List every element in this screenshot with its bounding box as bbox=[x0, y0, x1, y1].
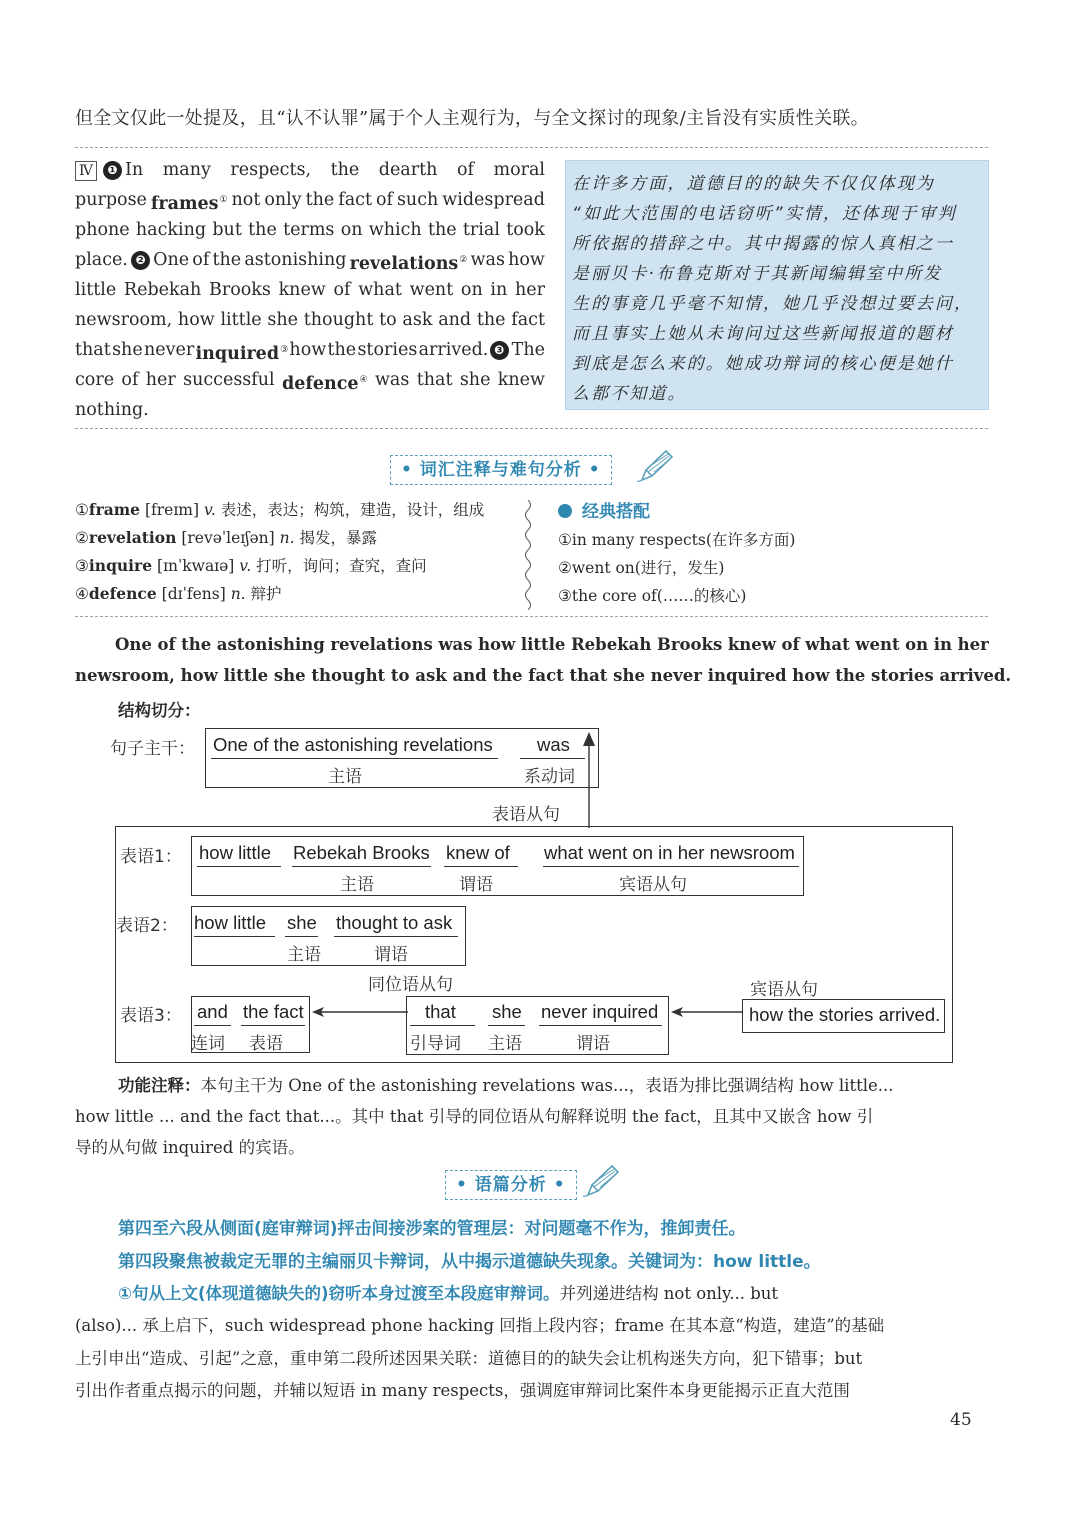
predicative-3-label: 表语3： bbox=[120, 1006, 182, 1026]
passage-word: Ⅳ ❶ In bbox=[75, 155, 143, 185]
translation-line: 么都不知道。 bbox=[572, 384, 687, 404]
section-heading-vocab: • 词汇注释与难句分析 • bbox=[390, 455, 612, 485]
predicative-1-label: 表语1： bbox=[120, 847, 182, 867]
passage-word: frames① bbox=[150, 194, 228, 214]
sentence-marker: ❶ bbox=[103, 161, 122, 180]
p3-fact-role: 表语 bbox=[249, 1034, 283, 1054]
main-verb-role: 系动词 bbox=[524, 767, 575, 787]
underline bbox=[520, 758, 585, 759]
passage-word: knew bbox=[497, 370, 545, 390]
bullet-icon bbox=[558, 504, 572, 518]
passage-word: knew bbox=[278, 280, 326, 300]
underline bbox=[539, 1025, 662, 1026]
p3-and-role: 连词 bbox=[191, 1034, 225, 1054]
structure-label: 结构切分： bbox=[118, 701, 201, 720]
passage-word: nothing. bbox=[75, 400, 149, 420]
passage-word: many bbox=[162, 160, 211, 180]
analyzed-sentence-line1 bbox=[115, 635, 989, 654]
footnote-ref: ④ bbox=[359, 375, 368, 385]
passage-word: but bbox=[212, 220, 242, 240]
passage-word: phone bbox=[75, 220, 130, 240]
passage-word: went bbox=[409, 280, 454, 300]
translation-line: 是丽贝卡·布鲁克斯对于其新闻编辑室中所发 bbox=[572, 264, 943, 284]
collocations-title: 经典搭配 bbox=[558, 497, 650, 522]
pen-icon bbox=[636, 448, 676, 484]
collocation-item: ③the core of(……的核心) bbox=[558, 587, 747, 605]
vocab-item: ②revelation [revəˈleɪʃən] n. 揭发，暴露 bbox=[75, 528, 377, 547]
passage-word: of bbox=[375, 190, 393, 210]
p3-never-inquired: never inquired bbox=[541, 1001, 659, 1022]
passage-word: the bbox=[248, 220, 277, 240]
p3-object-clause: how the stories arrived. bbox=[749, 1004, 941, 1025]
passage-word: revelations② bbox=[349, 254, 468, 274]
passage-word: which bbox=[368, 220, 422, 240]
underline bbox=[334, 936, 458, 937]
p1-subject: Rebekah Brooks bbox=[293, 842, 430, 863]
arrow-up-icon bbox=[580, 730, 600, 828]
passage-word: how bbox=[177, 310, 215, 330]
sentence-word: went bbox=[855, 635, 900, 654]
passage-word: on bbox=[460, 280, 483, 300]
vocab-item: ④defence [dɪˈfens] n. 辩护 bbox=[75, 584, 282, 603]
passage-word: thought bbox=[303, 310, 374, 330]
translation-line: 所依据的措辞之中。其中揭露的惊人真相之一 bbox=[572, 234, 954, 254]
passage-line bbox=[75, 275, 545, 305]
sentence-marker: ❸ bbox=[490, 341, 509, 360]
underline bbox=[543, 866, 799, 867]
main-subject: One of the astonishing revelations bbox=[213, 734, 493, 755]
passage-word: fact bbox=[338, 190, 372, 210]
passage-word: of bbox=[456, 160, 474, 180]
paragraph-number: Ⅳ bbox=[75, 161, 97, 181]
p3-the-fact: the fact bbox=[243, 1001, 304, 1022]
underline bbox=[292, 866, 431, 867]
passage-word: she bbox=[459, 370, 491, 390]
p3-verb-role: 谓语 bbox=[576, 1034, 610, 1054]
sentence-word: revelations bbox=[330, 635, 433, 654]
section-heading-discourse: • 语篇分析 • bbox=[445, 1170, 577, 1200]
passage-word: inquired③ bbox=[195, 344, 289, 364]
sentence-word: in bbox=[933, 635, 953, 654]
passage-line bbox=[75, 395, 545, 425]
underline bbox=[194, 936, 275, 937]
passage-word: newsroom, bbox=[75, 310, 173, 330]
passage-word: Rebekah bbox=[123, 280, 202, 300]
sentence-word: the bbox=[181, 635, 212, 654]
sentence-word: what bbox=[805, 635, 850, 654]
translation-box bbox=[565, 160, 989, 410]
underline bbox=[285, 936, 318, 937]
passage-line bbox=[75, 305, 545, 335]
translation-line: “如此大范围的电话窃听”实情，还体现于审判 bbox=[572, 204, 957, 224]
passage-word: respects, bbox=[230, 160, 312, 180]
passage-word: arrived. bbox=[418, 340, 489, 360]
passage-word: such bbox=[396, 190, 439, 210]
underline bbox=[410, 1025, 475, 1026]
vocab-item: ③inquire [ɪnˈkwaɪə] v. 打听，询问；查究，查问 bbox=[75, 556, 427, 575]
page-number: 45 bbox=[950, 1410, 972, 1430]
passage-word: Brooks bbox=[209, 280, 271, 300]
p1-verb-role: 谓语 bbox=[459, 875, 493, 895]
sentence-word: knew bbox=[727, 635, 776, 654]
discourse-line: 引出作者重点揭示的问题，并辅以短语 in many respects，强调庭审辩词比案件本身更能揭示正直大范围 bbox=[75, 1381, 850, 1400]
underline bbox=[194, 1025, 231, 1026]
footnote-ref: ② bbox=[459, 255, 468, 265]
sentence-word: Brooks bbox=[656, 635, 723, 654]
passage-line bbox=[75, 185, 545, 215]
passage-word: to bbox=[379, 310, 397, 330]
passage-word: and bbox=[438, 310, 472, 330]
main-subject-role: 主语 bbox=[328, 767, 362, 787]
arrow-left-icon bbox=[310, 1004, 408, 1020]
collocation-item: ①in many respects(在许多方面) bbox=[558, 531, 796, 549]
discourse-line: (also)... 承上启下，such widespread phone hacking 回指上段内容；frame 在其本意“构造，建造”的基础 bbox=[75, 1316, 885, 1335]
passage-word: her bbox=[145, 370, 176, 390]
sentence-word: her bbox=[957, 635, 989, 654]
function-note-line: 导的从句做 inquired 的宾语。 bbox=[75, 1138, 305, 1157]
passage-word: took bbox=[506, 220, 545, 240]
p1-object-role: 宾语从句 bbox=[619, 875, 687, 895]
passage-word: how bbox=[508, 250, 545, 270]
discourse-line: 上引申出“造成、引起”之意，重申第二段所述因果关联：道德目的的缺失会让机构迷失方向，犯下错事；but bbox=[75, 1349, 863, 1368]
passage-word: how bbox=[289, 340, 327, 360]
passage-word: successful bbox=[183, 370, 275, 390]
passage-word: the bbox=[212, 250, 242, 270]
main-clause-label: 句子主干： bbox=[110, 739, 195, 759]
vocab-item: ①frame [freɪm] v. 表述，表达；构筑，建造，设计，组成 bbox=[75, 500, 485, 519]
p3-she: she bbox=[492, 1001, 522, 1022]
sentence-word: how bbox=[478, 635, 516, 654]
passage-line bbox=[75, 155, 545, 185]
separator bbox=[75, 428, 988, 429]
p1-subject-role: 主语 bbox=[340, 875, 374, 895]
collocation-item: ②went on(进行，发生) bbox=[558, 559, 725, 577]
top-paragraph-text: 但全文仅此一处提及，且“认不认罪”属于个人主观行为，与全文探讨的现象/主旨没有实质性关联。 bbox=[75, 108, 869, 129]
passage-word: the bbox=[330, 160, 360, 180]
p3-and: and bbox=[197, 1001, 228, 1022]
p3-she-role: 主语 bbox=[488, 1034, 522, 1054]
passage-word: the bbox=[476, 310, 506, 330]
translation-line: 到底是怎么来的。她成功辩词的核心便是她什 bbox=[572, 354, 954, 374]
passage-word: what bbox=[358, 280, 402, 300]
passage-word: the bbox=[305, 190, 335, 210]
passage-word: widespread bbox=[442, 190, 545, 210]
underline bbox=[488, 1025, 525, 1026]
passage-line bbox=[75, 335, 545, 365]
p2-verb-role: 谓语 bbox=[374, 945, 408, 965]
sentence-word: of bbox=[157, 635, 176, 654]
passage-word: was bbox=[470, 250, 505, 270]
function-note-line: how little ... and the fact that...。其中 that 引导的同位语从句解释说明 the fact，且其中又嵌含 how 引 bbox=[75, 1107, 874, 1126]
passage-word: place. bbox=[75, 250, 128, 270]
appositive-clause-label: 同位语从句 bbox=[368, 975, 453, 995]
passage-word: on bbox=[340, 220, 363, 240]
sentence-word: astonishing bbox=[216, 635, 325, 654]
passage-word: that bbox=[416, 370, 453, 390]
passage-word: her bbox=[514, 280, 545, 300]
p2-subject-role: 主语 bbox=[287, 945, 321, 965]
discourse-line: ①句从上文(体现道德缺失的)窃听本身过渡至本段庭审辩词。并列递进结构 not only... but bbox=[118, 1284, 779, 1303]
passage-word: stories bbox=[357, 340, 418, 360]
passage-word: hacking bbox=[135, 220, 207, 240]
underline bbox=[241, 1025, 305, 1026]
discourse-summary: 第四至六段从侧面(庭审辩词)抨击间接涉案的管理层：对问题毫不作为，推卸责任。 bbox=[118, 1219, 746, 1239]
sentence-marker: ❷ bbox=[131, 251, 150, 270]
separator bbox=[75, 147, 988, 148]
footnote-ref: ① bbox=[219, 195, 228, 205]
passage-word: of bbox=[333, 280, 351, 300]
passage-word: ❸ The bbox=[490, 335, 545, 365]
passage-word: she bbox=[112, 340, 143, 360]
passage-word: little bbox=[220, 310, 262, 330]
sentence-word: One bbox=[115, 635, 152, 654]
footnote-ref: ③ bbox=[280, 345, 289, 355]
passage-word: dearth bbox=[378, 160, 438, 180]
passage-line bbox=[75, 215, 545, 245]
passage-word: the bbox=[327, 340, 357, 360]
sentence-word: on bbox=[905, 635, 929, 654]
passage-word: never bbox=[143, 340, 195, 360]
main-verb: was bbox=[537, 734, 570, 755]
sentence-word: Rebekah bbox=[570, 635, 652, 654]
passage-word: was bbox=[374, 370, 410, 390]
passage-line bbox=[75, 245, 545, 275]
p2-subject: she bbox=[287, 912, 317, 933]
passage-word: trial bbox=[462, 220, 500, 240]
sentence-word: little bbox=[520, 635, 566, 654]
sentence-word: was bbox=[438, 635, 473, 654]
passage-word: moral bbox=[493, 160, 545, 180]
analyzed-sentence-line2: newsroom, how little she thought to ask and the fact that she never inquired how the stories arrived. bbox=[75, 666, 1012, 685]
predicative-clause-label: 表语从句 bbox=[492, 805, 560, 825]
passage-word: terms bbox=[283, 220, 335, 240]
passage-word: of bbox=[192, 250, 210, 270]
p3-that: that bbox=[425, 1001, 456, 1022]
passage-word: that bbox=[75, 340, 111, 360]
passage-word: the bbox=[427, 220, 457, 240]
underline bbox=[444, 866, 518, 867]
passage-word: core bbox=[75, 370, 115, 390]
p2-how-little: how little bbox=[194, 912, 266, 933]
sentence-word: of bbox=[781, 635, 800, 654]
arrow-left-icon bbox=[669, 1004, 743, 1020]
p1-verb: knew of bbox=[446, 842, 510, 863]
underline bbox=[211, 758, 498, 759]
passage-word: fact bbox=[511, 310, 545, 330]
passage-word: ask bbox=[402, 310, 433, 330]
passage-word: little bbox=[75, 280, 117, 300]
passage-word: only bbox=[264, 190, 302, 210]
passage bbox=[75, 155, 545, 425]
translation-line: 在许多方面，道德目的的缺失不仅仅体现为 bbox=[572, 174, 935, 194]
p3-that-role: 引导词 bbox=[410, 1034, 461, 1054]
passage-word: purpose bbox=[75, 190, 147, 210]
p1-how-little: how little bbox=[199, 842, 271, 863]
passage-word: astonishing bbox=[244, 250, 347, 270]
p2-verb: thought to ask bbox=[336, 912, 453, 933]
object-clause-label: 宾语从句 bbox=[750, 980, 818, 1000]
passage-word: not bbox=[231, 190, 261, 210]
predicative-2-label: 表语2： bbox=[116, 916, 178, 936]
p1-object: what went on in her newsroom bbox=[544, 842, 795, 863]
discourse-focus: 第四段聚焦被裁定无罪的主编丽贝卡辩词，从中揭示道德缺失现象。关键词为：how little。 bbox=[118, 1252, 821, 1272]
translation-line: 生的事竟几乎毫不知情，她几乎没想过要去问， bbox=[572, 294, 974, 314]
translation-line: 而且事实上她从未询问过这些新闻报道的题材 bbox=[572, 324, 954, 344]
passage-word: defence④ bbox=[281, 374, 368, 394]
passage-word: she bbox=[267, 310, 299, 330]
underline bbox=[197, 866, 281, 867]
passage-word: in bbox=[490, 280, 508, 300]
separator bbox=[75, 616, 988, 617]
passage-line bbox=[75, 365, 545, 395]
passage-word: ❷ One bbox=[131, 245, 189, 275]
pen-icon bbox=[582, 1163, 622, 1199]
passage-word: of bbox=[121, 370, 139, 390]
function-note-line: 功能注释：本句主干为 One of the astonishing revelations was...，表语为排比强调结构 how little... bbox=[118, 1076, 894, 1095]
wavy-divider bbox=[522, 500, 534, 610]
